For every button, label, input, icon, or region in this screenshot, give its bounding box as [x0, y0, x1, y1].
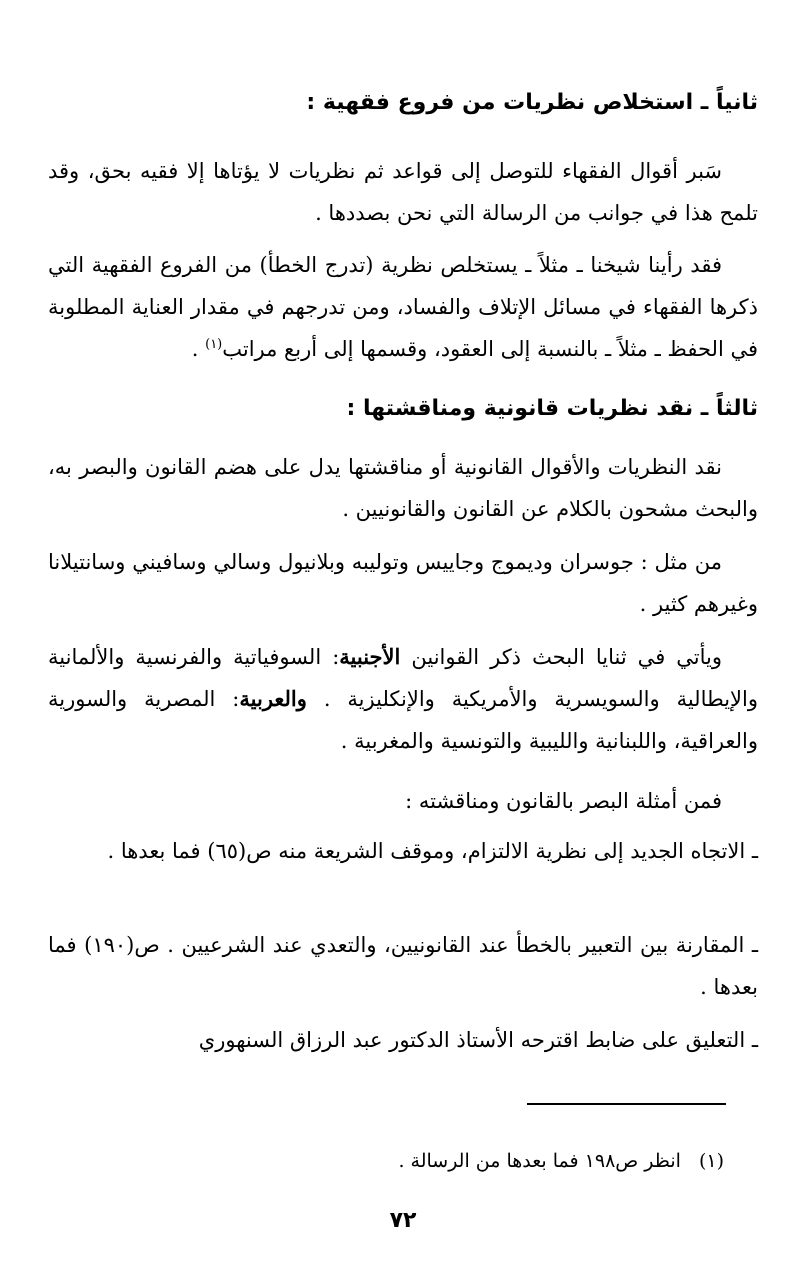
footnote-marker: (١) [698, 1150, 724, 1172]
list-item: ـ الاتجاه الجديد إلى نظرية الالتزام، وموقف الشريعة منه ص(٦٥) فما بعدها . [107, 839, 758, 863]
footnote [84, 1146, 724, 1176]
footnote-separator [527, 1103, 726, 1105]
paragraph-legal-critique: نقد النظريات والأقوال القانونية أو مناقشتها يدل على هضم القانون والبصر به، والبحث مشحون بالكلام عن القانون والقانونيين . [48, 455, 758, 521]
list-item: ـ المقارنة بين التعبير بالخطأ عند القانونيين، والتعدي عند الشرعيين . ص(١٩٠) فما بعدها . [48, 933, 759, 999]
paragraph-error-gradation-end: . [191, 337, 206, 361]
section-heading-legal-theories: ثالثاً ـ نقد نظريات قانونية ومناقشتها : [346, 396, 758, 421]
page-number: ٧٢ [389, 1208, 417, 1233]
list-item: ـ التعليق على ضابط اقترحه الأستاذ الدكتور عبد الرزاق السنهوري [198, 1028, 758, 1052]
laws-foreign-label: الأجنبية [339, 644, 401, 669]
section-heading-extracting-theories: ثانياً ـ استخلاص نظريات من فروع فقهية : [306, 90, 758, 115]
laws-text-b: : السوفياتية والفرنسية والألمانية والإيطالية والسويسرية والأمريكية والإنكليزية . [48, 645, 758, 711]
paragraph-laws-mentioned [48, 636, 758, 762]
laws-text-a: ويأتي في ثنايا البحث ذكر القوانين [400, 645, 722, 669]
paragraph-scholars-sayings: سَبر أقوال الفقهاء للتوصل إلى قواعد ثم نظريات لا يؤتاها إلا فقيه بحق، وقد تلمح هذا في جوانب من الرسالة التي نحن بصددها . [48, 159, 758, 225]
laws-text-c: : المصرية والسورية والعراقية، واللبنانية والليبية والتونسية والمغربية . [48, 687, 758, 753]
laws-arab-label: والعربية [239, 686, 307, 711]
footnote-text: انظر ص١٩٨ فما بعدها من الرسالة . [398, 1150, 681, 1172]
paragraph-jurists-names: من مثل : جوسران وديموج وجاييس وتوليبه وبلانيول وسالي وسافيني وسانتيلانا وغيرهم كثير . [48, 550, 758, 616]
paragraph-error-gradation [48, 244, 758, 370]
paragraph-error-gradation-text: فقد رأينا شيخنا ـ مثلاً ـ يستخلص نظرية (تدرج الخطأ) من الفروع الفقهية التي ذكرها الفقهاء في مسائل الإتلاف والفساد، ومن تدرجهم في مقدار العناية المطلوبة في الحفظ ـ مثلاً ـ بالنسبة إلى العقود، وقسمها إلى أربع مراتب [48, 253, 758, 361]
footnote-reference: (١) [205, 337, 223, 352]
paragraph-examples-intro: فمن أمثلة البصر بالقانون ومناقشته : [405, 789, 722, 813]
